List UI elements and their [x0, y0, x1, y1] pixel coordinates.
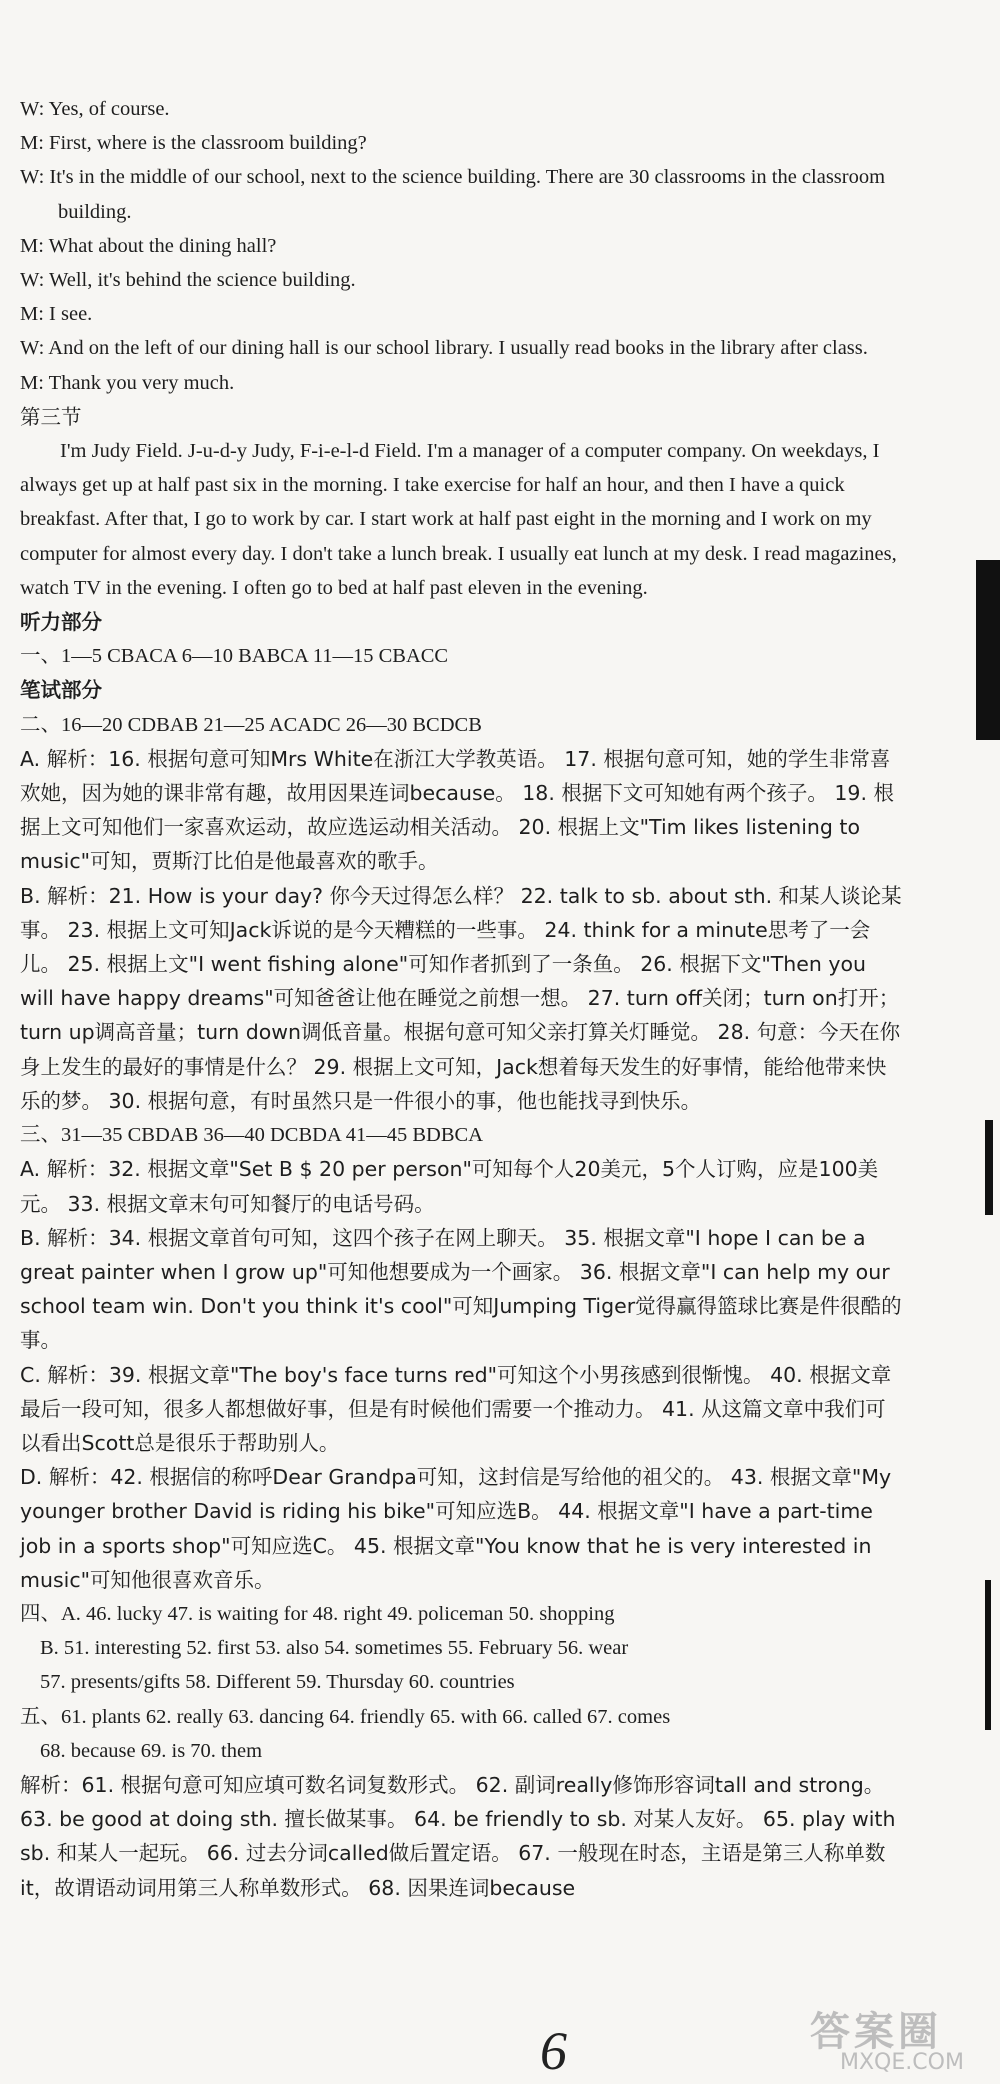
- watermark-url: MXQE.COM: [840, 2050, 964, 2075]
- part2-explanation-a: A. 解析：16. 根据句意可知Mrs White在浙江大学教英语。 17. 根据句意可知，她的学生非常喜欢她，因为她的课非常有趣，故用因果连词because。 18. 根据下文可知她有两个孩子。 19. 根据上文可知他们一家喜欢运动，故应选运动相关活动。 20. 根据上文"Tim likes listening to music"可知，贾斯汀比伯是他最喜欢的歌手。: [20, 746, 895, 874]
- dialogue-line: M: I see.: [20, 303, 93, 326]
- part2-explanation-b: B. 解析：21. How is your day? 你今天过得怎么样？ 22. talk to sb. about sth. 和某人谈论某事。 23. 根据上文可知Jack诉说的是今天糟糕的一些事。 24. think for a minute思考了一会儿。 25. 根据上文"I went fishing alone"可知作者抓到了一条鱼。 26. 根据下文"Then you will have happy dreams"可知爸爸让他在睡觉之前想一想。 27. turn off关闭；turn on打开；turn up调高音量；turn down调低音量。根据句意可知父亲打算关灯睡觉。 28. 句意：今天在你身上发生的最好的事情是什么？ 29. 根据上文可知，Jack想着每天发生的好事情，能给他带来快乐的梦。 30. 根据句意，有时虽然只是一件很小的事，他也能找寻到快乐。: [20, 883, 902, 1113]
- dialogue-line: W: And on the left of our dining hall is our school library. I usually read books in the library after class.: [20, 337, 868, 360]
- answer-page: [20, 92, 905, 1905]
- part4-answers-b2: 57. presents/gifts 58. Different 59. Thursday 60. countries: [40, 1671, 515, 1694]
- written-heading: 笔试部分: [20, 678, 102, 703]
- dialogue-line: M: Thank you very much.: [20, 371, 235, 394]
- binding-mark: [985, 1120, 993, 1215]
- dialogue-line: M: First, where is the classroom building?: [20, 132, 367, 155]
- part5-explanation: 解析：61. 根据句意可知应填可数名词复数形式。 62. 副词really修饰形容词tall and strong。 63. be good at doing sth. 擅长做某事。 64. be friendly to sb. 对某人友好。 65. play with sb. 和某人一起玩。 66. 过去分词called做后置定语。 67. 一般现在时态，主语是第三人称单数it，故谓语动词用第三人称单数形式。 68. 因果连词because: [20, 1772, 896, 1900]
- dialogue-line: W: It's in the middle of our school, next to the science building. There are 30 classrooms in the classroom building.: [20, 166, 886, 223]
- part3-explanation-b: B. 解析：34. 根据文章首句可知，这四个孩子在网上聊天。 35. 根据文章"I hope I can be a great painter when I grow up"可知他想要成为一个画家。 36. 根据文章"I can help my our school team win. Don't you think it's cool"可知Jumping Tiger觉得赢得篮球比赛是件很酷的事。: [20, 1225, 902, 1353]
- part3-explanation-c: C. 解析：39. 根据文章"The boy's face turns red"可知这个小男孩感到很惭愧。 40. 根据文章最后一段可知，很多人都想做好事，但是有时候他们需要一个推动力。 41. 从这篇文章中我们可以看出Scott总是很乐于帮助别人。: [20, 1362, 892, 1455]
- dialogue-line: W: Yes, of course.: [20, 98, 170, 120]
- part3-answers: 三、31—35 CBDAB 36—40 DCBDA 41—45 BDBCA: [20, 1124, 484, 1147]
- section-title: 第三节: [20, 404, 82, 429]
- listening-passage: I'm Judy Field. J-u-d-y Judy, F-i-e-l-d Field. I'm a manager of a computer company. On weekdays, I always get up at half past six in the morning. I take exercise for half an hour, and then I have a quick breakfast. After that, I go to work by car. I start work at half past eight in the morning and I work on my computer for almost every day. I don't take a lunch break. I usually eat lunch at my desk. I read magazines, watch TV in the evening. I often go to bed at half past eleven in the evening.: [20, 440, 897, 599]
- watermark-text: 答案圈: [810, 2009, 942, 2055]
- part2-answers: 二、16—20 CDBAB 21—25 ACADC 26—30 BCDCB: [20, 713, 482, 736]
- part3-explanation-d: D. 解析：42. 根据信的称呼Dear Grandpa可知，这封信是写给他的祖父的。 43. 根据文章"My younger brother David is riding his bike"可知应选B。 44. 根据文章"I have a part-time job in a sports shop"可知应选C。 45. 根据文章"You know that he is very interested in music"可知他很喜欢音乐。: [20, 1465, 892, 1592]
- part5-answers-2: 68. because 69. is 70. them: [40, 1739, 263, 1762]
- listening-heading: 听力部分: [20, 610, 102, 635]
- binding-mark: [976, 560, 1000, 740]
- part3-explanation-a: A. 解析：32. 根据文章"Set B $ 20 per person"可知每个人20美元，5个人订购，应是100美元。 33. 根据文章末句可知餐厅的电话号码。: [20, 1157, 879, 1216]
- dialogue-line: M: What about the dining hall?: [20, 234, 277, 257]
- page-number: 6: [540, 2021, 567, 2081]
- binding-mark: [985, 1580, 991, 1730]
- part5-answers-1: 五、61. plants 62. really 63. dancing 64. friendly 65. with 66. called 67. comes: [20, 1705, 671, 1728]
- part4-answers-a: 四、A. 46. lucky 47. is waiting for 48. right 49. policeman 50. shopping: [20, 1602, 615, 1625]
- watermark-logo: [780, 2000, 990, 2080]
- dialogue-line: W: Well, it's behind the science building.: [20, 269, 356, 292]
- listening-answers: 一、1—5 CBACA 6—10 BABCA 11—15 CBACC: [20, 645, 449, 668]
- part4-answers-b1: B. 51. interesting 52. first 53. also 54. sometimes 55. February 56. wear: [40, 1637, 629, 1660]
